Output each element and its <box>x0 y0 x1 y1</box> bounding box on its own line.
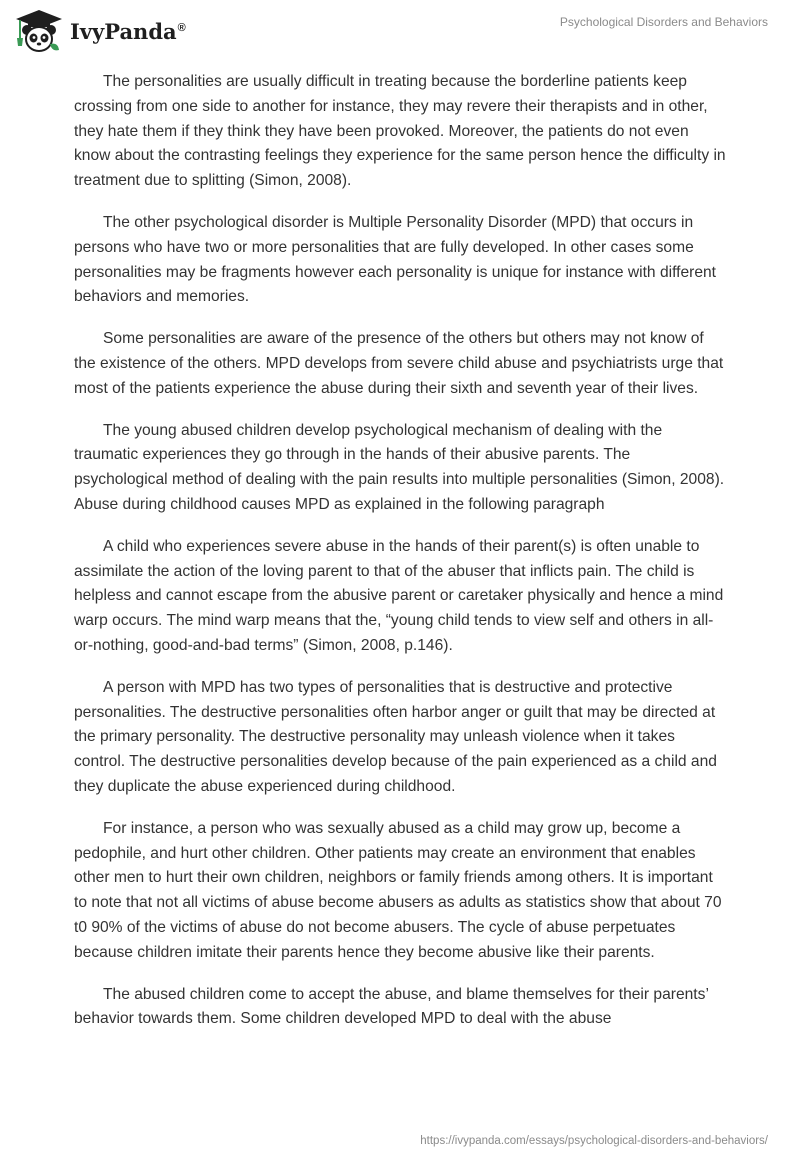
ivypanda-logo[interactable] <box>14 8 186 54</box>
logo-text: IvyPanda <box>70 18 177 44</box>
paragraph: The personalities are usually difficult in treating because the borderline patients keep crossing from one side to another for instance, they may revere their therapists and in other, they hate them if they think they have been provoked. Moreover, the patients do not even know about the contrasting feelings they experience for the same person hence the difficulty in treatment due to splitting (Simon, 2008). <box>74 73 726 190</box>
page-header <box>0 0 800 64</box>
source-url-link[interactable]: https://ivypanda.com/essays/psychological-disorders-and-behaviors/ <box>420 1135 768 1147</box>
registered-mark: ® <box>177 21 186 34</box>
logo-wordmark <box>70 19 186 44</box>
paragraph: The other psychological disorder is Multiple Personality Disorder (MPD) that occurs in persons who have two or more personalities that are fully developed. In other cases some personalities may be fragments however each personality is unique for instance with different behaviors and memories. <box>74 213 717 306</box>
paragraph: Some personalities are aware of the presence of the others but others may not know of the existence of the others. MPD develops from severe child abuse and psychiatrists urge that most of the patients experience the abuse during their sixth and seventh year of their lives. <box>74 330 724 397</box>
paragraph: The young abused children develop psychological mechanism of dealing with the traumatic experiences they go through in the hands of their abusive parents. The psychological method of dealing with the pain results into multiple personalities (Simon, 2008). Abuse during childhood causes MPD as explained in the following paragraph <box>74 421 725 513</box>
panda-graduate-icon <box>14 8 64 54</box>
paragraph: A person with MPD has two types of personalities that is destructive and protective personalities. The destructive personalities often harbor anger or guilt that may be directed at the primary personality. The destructive personality may unleash violence when it takes control. The destructive personalities develop because of the pain experienced as a child and they duplicate the abuse experienced during childhood. <box>74 678 717 795</box>
document-title: Psychological Disorders and Behaviors <box>559 15 768 29</box>
paragraph: The abused children come to accept the abuse, and blame themselves for their parents’ behavior towards them. Some children developed MPD to deal with the abuse <box>74 985 709 1028</box>
essay-body <box>74 70 728 1049</box>
paragraph: A child who experiences severe abuse in the hands of their parent(s) is often unable to assimilate the action of the loving parent to that of the abuser that inflicts pain. The child is helpless and cannot escape from the abusive parent or caretaker physically and hence a mind warp occurs. The mind warp means that the, “young child tends to view self and others in all-or-nothing, good-and-bad terms” (Simon, 2008, p.146). <box>74 537 724 654</box>
paragraph: For instance, a person who was sexually abused as a child may grow up, become a pedophile, and hurt other children. Other patients may create an environment that enables other men to hurt their own children, neighbors or family friends among others. It is important to note that not all victims of abuse become abusers as adults as statistics show that about 70 t0 90% of the victims of abuse do not become abusers. The cycle of abuse perpetuates because children imitate their parents hence they become abusive like their parents. <box>74 819 722 961</box>
